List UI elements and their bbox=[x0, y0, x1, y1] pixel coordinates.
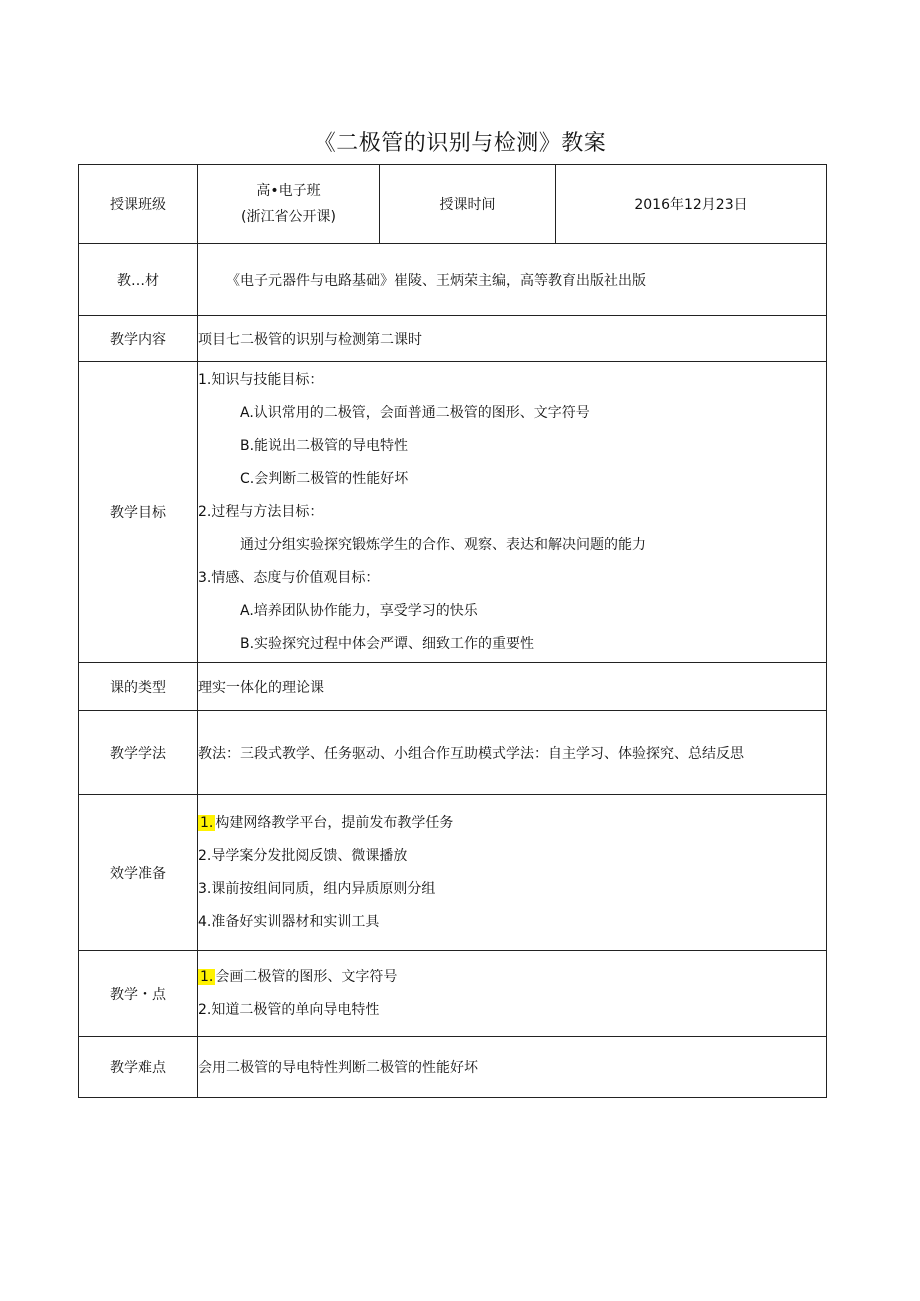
value-objectives bbox=[198, 362, 827, 663]
class-note: (浙江省公开课) bbox=[241, 209, 336, 225]
value-methods: 教法：三段式教学、任务驱动、小组合作互助模式学法：自主学习、体验探究、总结反思 bbox=[198, 711, 827, 795]
label-class: 授课班级 bbox=[79, 165, 198, 244]
highlight-number: 1. bbox=[200, 968, 214, 985]
highlight-number: 1. bbox=[200, 814, 214, 831]
objective-line: 2.过程与方法目标： bbox=[198, 503, 324, 520]
row-keypoints bbox=[79, 951, 827, 1037]
value-time: 2016年12月23日 bbox=[556, 165, 827, 244]
row-content bbox=[79, 316, 827, 362]
label-textbook: 教…材 bbox=[79, 244, 198, 316]
value-textbook: 《电子元器件与电路基础》崔陵、王炳荣主编，高等教育出版社出版 bbox=[198, 244, 827, 316]
row-methods bbox=[79, 711, 827, 795]
objective-line: B.能说出二极管的导电特性 bbox=[240, 437, 409, 454]
preparation-line: 3.课前按组间同质，组内异质原则分组 bbox=[198, 880, 436, 897]
lesson-plan-table bbox=[78, 164, 827, 1098]
value-keypoints bbox=[198, 951, 827, 1037]
page-title: 《二极管的识别与检测》教案 bbox=[313, 131, 607, 156]
row-type bbox=[79, 663, 827, 711]
objective-line: 1.知识与技能目标： bbox=[198, 371, 324, 388]
objective-line: A.认识常用的二极管，会面普通二极管的图形、文字符号 bbox=[240, 404, 590, 421]
preparation-line: 2.导学案分发批阅反馈、微课播放 bbox=[198, 847, 408, 864]
label-difficulty: 教学难点 bbox=[79, 1037, 198, 1098]
preparation-line: 4.准备好实训器材和实训工具 bbox=[198, 913, 380, 930]
objective-line: 3.情感、态度与价值观目标： bbox=[198, 569, 380, 586]
class-name: 高•电子班 bbox=[256, 183, 321, 199]
row-objectives bbox=[79, 362, 827, 663]
value-preparation bbox=[198, 795, 827, 951]
objective-line: A.培养团队协作能力，享受学习的快乐 bbox=[240, 602, 478, 619]
row-difficulty bbox=[79, 1037, 827, 1098]
row-preparation bbox=[79, 795, 827, 951]
label-methods: 教学学法 bbox=[79, 711, 198, 795]
value-difficulty: 会用二极管的导电特性判断二极管的性能好坏 bbox=[198, 1037, 827, 1098]
value-content: 项目七二极管的识别与检测第二课时 bbox=[198, 316, 827, 362]
preparation-text: 构建网络教学平台，提前发布教学任务 bbox=[215, 814, 454, 831]
label-content: 教学内容 bbox=[79, 316, 198, 362]
objective-line: C.会判断二极管的性能好坏 bbox=[240, 470, 409, 487]
label-objectives: 教学目标 bbox=[79, 362, 198, 663]
keypoint-line bbox=[198, 961, 826, 994]
objective-line: B.实验探究过程中体会严谭、细致工作的重要性 bbox=[240, 635, 535, 652]
objective-line: 通过分组实验探究锻炼学生的合作、观察、表达和解决问题的能力 bbox=[240, 536, 646, 553]
keypoint-line: 2.知道二极管的单向导电特性 bbox=[198, 1001, 380, 1018]
label-type: 课的类型 bbox=[79, 663, 198, 711]
preparation-line bbox=[198, 807, 826, 840]
row-textbook bbox=[79, 244, 827, 316]
label-preparation: 效学准备 bbox=[79, 795, 198, 951]
value-class bbox=[198, 165, 380, 244]
row-class bbox=[79, 165, 827, 244]
value-type: 理实一体化的理论课 bbox=[198, 663, 827, 711]
label-time: 授课时间 bbox=[380, 165, 556, 244]
keypoint-text: 会画二极管的图形、文字符号 bbox=[215, 968, 398, 985]
label-keypoints: 教学・点 bbox=[79, 951, 198, 1037]
